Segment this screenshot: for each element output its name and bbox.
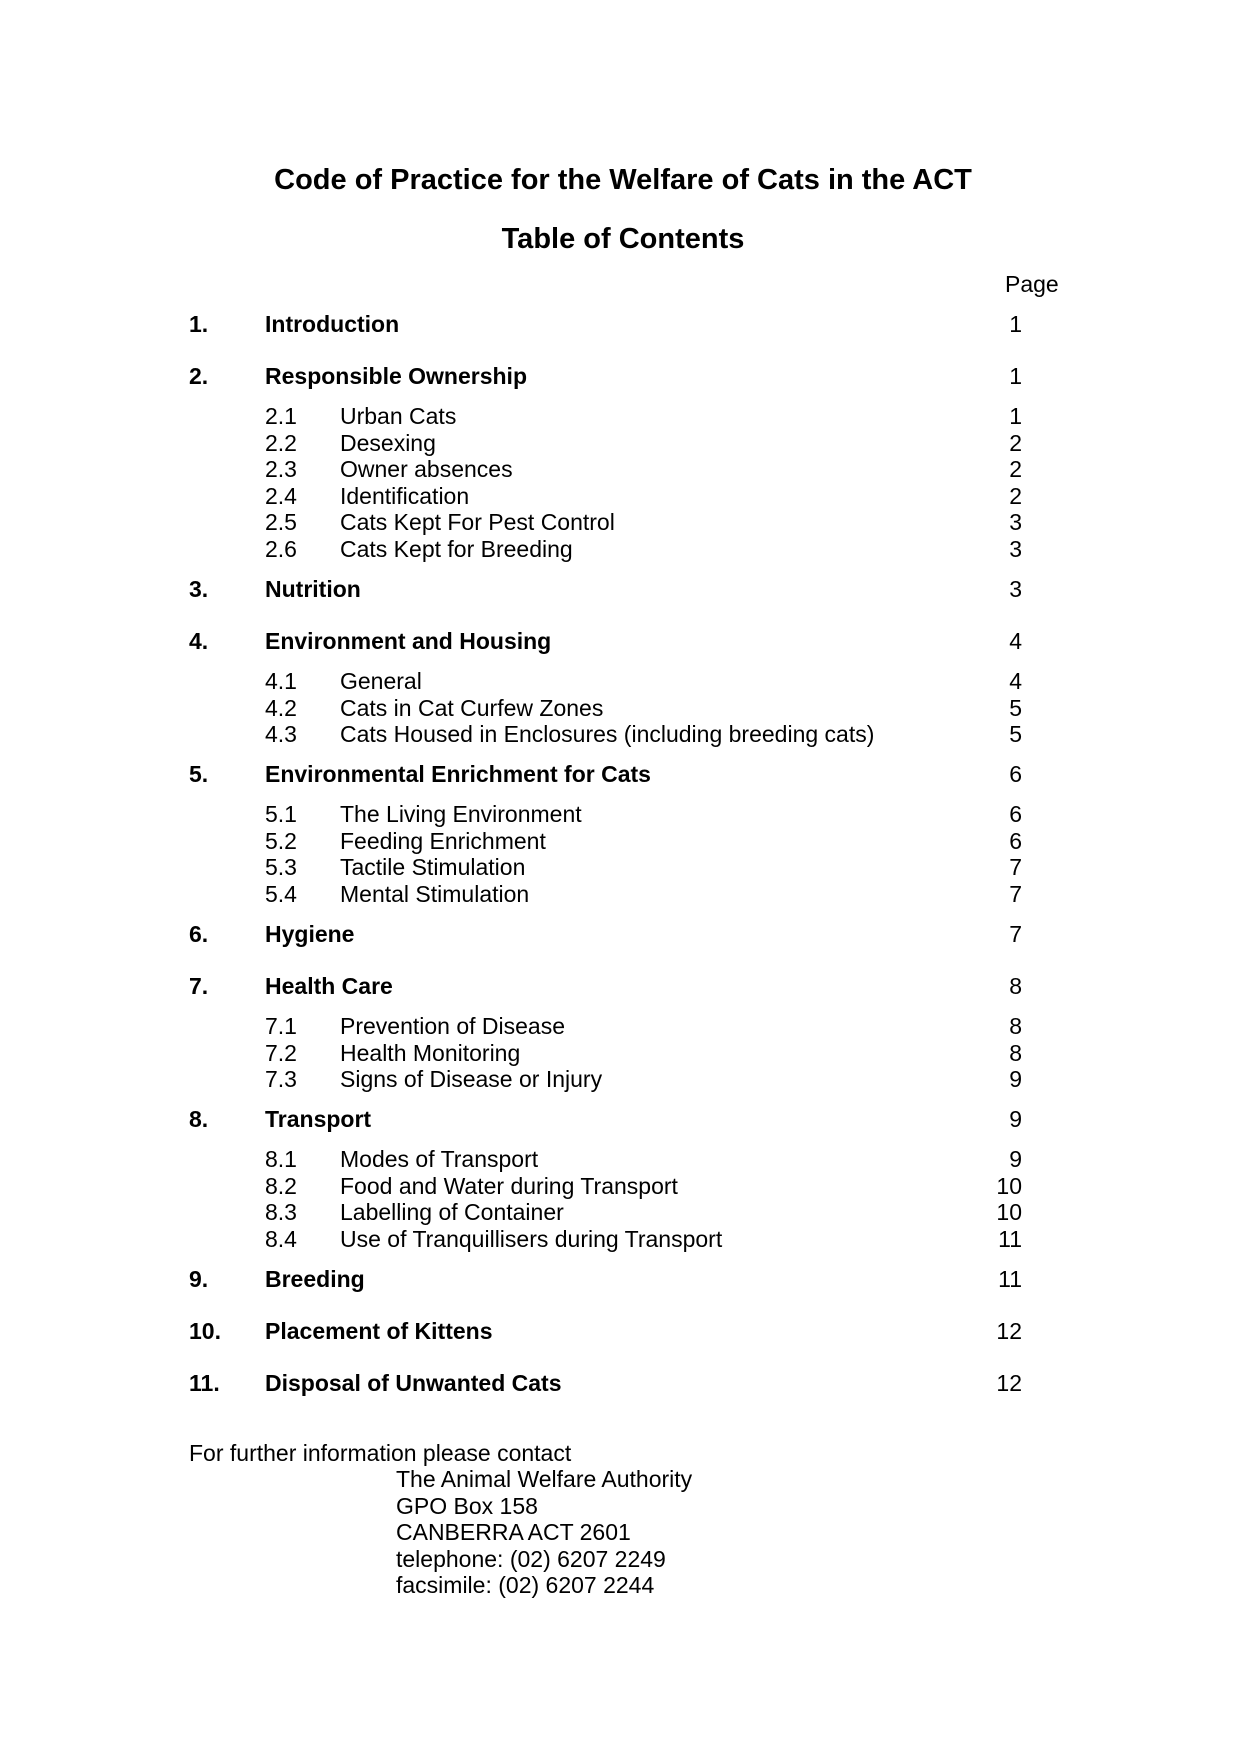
toc-subsection-row[interactable] — [0, 535, 1240, 563]
toc-section-row[interactable] — [0, 310, 1240, 338]
toc-page-number: 12 — [996, 1318, 1022, 1344]
toc-page-number: 7 — [1009, 921, 1022, 947]
toc-subsection-row[interactable] — [0, 853, 1240, 881]
toc-number: 8.2 — [265, 1172, 297, 1199]
toc-label: Urban Cats — [340, 403, 457, 429]
toc-page-number: 8 — [1009, 1013, 1022, 1039]
toc-page-number: 1 — [1009, 363, 1022, 389]
toc-number: 8. — [189, 1106, 209, 1133]
toc-subsection-row[interactable] — [0, 694, 1240, 722]
toc-label: Cats Kept for Breeding — [340, 536, 573, 562]
toc-section-row[interactable] — [0, 760, 1240, 788]
toc-subsection-row[interactable] — [0, 455, 1240, 483]
toc-label: Nutrition — [265, 576, 361, 602]
toc-subsection-row[interactable] — [0, 667, 1240, 695]
toc-page-number: 2 — [1009, 429, 1022, 456]
page-column-header: Page — [1005, 271, 1059, 297]
toc-label: Environment and Housing — [265, 628, 552, 654]
toc-label: Hygiene — [265, 921, 355, 947]
toc-label: Transport — [265, 1106, 372, 1133]
toc-section-row[interactable] — [0, 920, 1240, 948]
toc-page-number: 11 — [998, 1266, 1022, 1292]
toc-section-row[interactable] — [0, 627, 1240, 655]
toc-page-number: 11 — [998, 1226, 1022, 1252]
contact-facsimile: facsimile: (02) 6207 2244 — [396, 1572, 655, 1598]
contact-telephone: telephone: (02) 6207 2249 — [396, 1545, 666, 1572]
toc-page-number: 9 — [1009, 1146, 1022, 1173]
toc-number: 8.1 — [265, 1146, 297, 1173]
toc-label: Health Care — [265, 973, 393, 999]
toc-section-row[interactable] — [0, 1265, 1240, 1293]
toc-subsection-row[interactable] — [0, 800, 1240, 828]
toc-label: Mental Stimulation — [340, 881, 530, 907]
toc-number: 2. — [189, 363, 209, 389]
toc-number: 2.4 — [265, 482, 297, 509]
toc-number: 5.1 — [265, 801, 297, 828]
toc-subsection-row[interactable] — [0, 402, 1240, 430]
toc-page-number: 10 — [996, 1172, 1022, 1199]
toc-subsection-row[interactable] — [0, 880, 1240, 908]
toc-page-number: 7 — [1009, 881, 1022, 907]
toc-page-number: 12 — [996, 1370, 1022, 1396]
toc-number: 4. — [189, 628, 209, 654]
toc-number: 10. — [189, 1318, 221, 1344]
toc-number: 4.1 — [265, 668, 297, 694]
toc-number: 2.6 — [265, 536, 297, 562]
toc-page-number: 1 — [1009, 311, 1022, 337]
toc-number: 1. — [189, 311, 209, 337]
toc-subsection-row[interactable] — [0, 1039, 1240, 1067]
toc-page-number: 10 — [996, 1199, 1022, 1226]
toc-page-number: 5 — [1009, 694, 1022, 721]
toc-subsection-row[interactable] — [0, 508, 1240, 536]
toc-number: 5. — [189, 761, 209, 788]
toc-number: 2.5 — [265, 509, 297, 536]
toc-page-number: 2 — [1009, 456, 1022, 483]
contact-organisation: The Animal Welfare Authority — [396, 1466, 693, 1492]
toc-page-number: 4 — [1009, 628, 1022, 654]
toc-label: Environmental Enrichment for Cats — [265, 761, 651, 788]
toc-page-number: 3 — [1009, 536, 1022, 562]
toc-label: Use of Tranquillisers during Transport — [340, 1226, 723, 1252]
toc-label: Owner absences — [340, 456, 513, 483]
toc-number: 3. — [189, 576, 209, 602]
toc-section-row[interactable] — [0, 972, 1240, 1000]
toc-number: 5.4 — [265, 881, 297, 907]
toc-label: Signs of Disease or Injury — [340, 1066, 603, 1093]
toc-page-number: 4 — [1009, 668, 1022, 694]
toc-page-number: 6 — [1009, 761, 1022, 788]
toc-page-number: 8 — [1009, 1039, 1022, 1066]
toc-section-row[interactable] — [0, 575, 1240, 603]
toc-number: 6. — [189, 921, 209, 947]
toc-section-row[interactable] — [0, 362, 1240, 390]
toc-label: Modes of Transport — [340, 1146, 539, 1173]
toc-subsection-row[interactable] — [0, 1145, 1240, 1173]
toc-page-number: 5 — [1009, 721, 1022, 748]
toc-section-row[interactable] — [0, 1105, 1240, 1133]
toc-label: Health Monitoring — [340, 1039, 521, 1066]
toc-subsection-row[interactable] — [0, 1198, 1240, 1226]
document-title: Code of Practice for the Welfare of Cats in the ACT — [274, 164, 972, 196]
toc-label: Labelling of Container — [340, 1199, 564, 1226]
toc-number: 11. — [189, 1370, 220, 1396]
toc-number: 5.3 — [265, 854, 297, 881]
toc-page-number: 2 — [1009, 482, 1022, 509]
toc-page-number: 8 — [1009, 973, 1022, 999]
toc-subsection-row[interactable] — [0, 1172, 1240, 1200]
toc-number: 4.3 — [265, 721, 297, 748]
toc-subsection-row[interactable] — [0, 429, 1240, 457]
toc-number: 5.2 — [265, 827, 297, 854]
toc-label: General — [340, 668, 422, 694]
toc-number: 4.2 — [265, 694, 297, 721]
toc-subsection-row[interactable] — [0, 1225, 1240, 1253]
toc-number: 2.1 — [265, 403, 297, 429]
toc-number: 9. — [189, 1266, 209, 1292]
toc-heading: Table of Contents — [501, 223, 745, 255]
toc-page-number: 6 — [1009, 827, 1022, 854]
toc-page-number: 3 — [1009, 509, 1022, 536]
toc-label: Cats Kept For Pest Control — [340, 509, 615, 536]
toc-page-number: 9 — [1009, 1106, 1022, 1133]
toc-label: Breeding — [265, 1266, 365, 1292]
toc-label: Disposal of Unwanted Cats — [265, 1370, 562, 1396]
toc-label: Feeding Enrichment — [340, 827, 546, 854]
toc-subsection-row[interactable] — [0, 827, 1240, 855]
toc-section-row[interactable] — [0, 1317, 1240, 1345]
toc-label: Responsible Ownership — [265, 363, 527, 389]
toc-page-number: 9 — [1009, 1066, 1022, 1093]
toc-number: 8.4 — [265, 1226, 297, 1252]
toc-label: The Living Environment — [340, 801, 582, 828]
toc-number: 8.3 — [265, 1199, 297, 1226]
toc-page-number: 7 — [1009, 854, 1022, 881]
toc-label: Prevention of Disease — [340, 1013, 566, 1039]
toc-number: 2.2 — [265, 429, 297, 456]
toc-label: Desexing — [340, 429, 436, 456]
toc-subsection-row[interactable] — [0, 1012, 1240, 1040]
toc-subsection-row[interactable] — [0, 720, 1240, 748]
toc-page-number: 3 — [1009, 576, 1022, 602]
toc-label: Placement of Kittens — [265, 1318, 493, 1344]
toc-label: Cats in Cat Curfew Zones — [340, 694, 604, 721]
toc-number: 7.2 — [265, 1039, 297, 1066]
toc-section-row[interactable] — [0, 1369, 1240, 1397]
toc-page-number: 6 — [1009, 801, 1022, 828]
toc-subsection-row[interactable] — [0, 1065, 1240, 1093]
toc-page-number: 1 — [1009, 403, 1022, 429]
toc-label: Cats Housed in Enclosures (including breeding cats) — [340, 721, 875, 748]
toc-label: Introduction — [265, 311, 400, 337]
contact-po-box: GPO Box 158 — [396, 1492, 538, 1519]
toc-number: 2.3 — [265, 456, 297, 483]
toc-number: 7.3 — [265, 1066, 297, 1093]
toc-label: Identification — [340, 482, 470, 509]
contact-address — [396, 1466, 692, 1599]
toc-number: 7.1 — [265, 1013, 297, 1039]
toc-label: Tactile Stimulation — [340, 854, 526, 881]
contact-intro: For further information please contact — [189, 1440, 572, 1466]
contact-city: CANBERRA ACT 2601 — [396, 1519, 631, 1545]
toc-subsection-row[interactable] — [0, 482, 1240, 510]
toc-label: Food and Water during Transport — [340, 1172, 678, 1199]
toc-number: 7. — [189, 973, 209, 999]
